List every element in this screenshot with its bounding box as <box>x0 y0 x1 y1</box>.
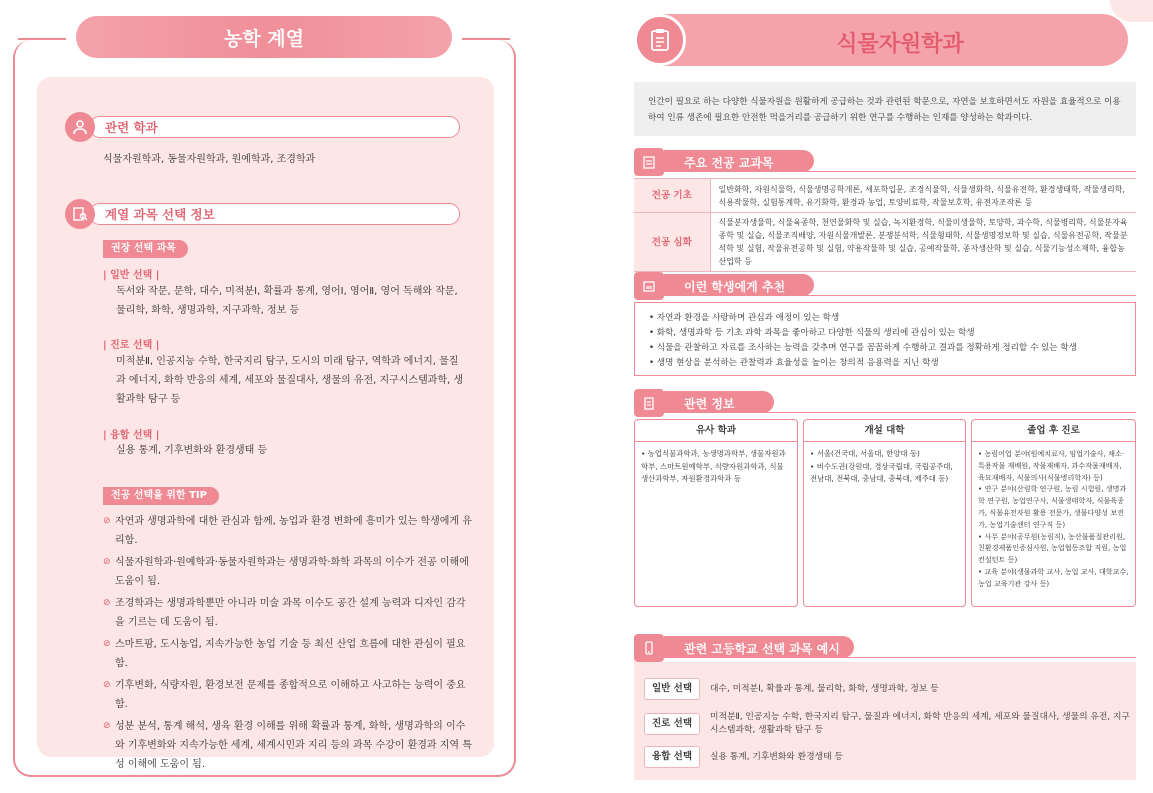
notepad-icon <box>634 148 664 176</box>
book-search-icon <box>65 199 95 229</box>
career-select-label: | 진로 선택 | <box>103 340 160 351</box>
list-item: • 식물을 관찰하고 자료를 조사하는 능력을 갖추며 연구를 꼼꼼하게 수행하고 결과를 정확하게 정리할 수 있는 학생 <box>649 343 1077 353</box>
list-item: • 생명 현상을 분석하는 관찰력과 효율성을 높이는 창의적 응용력을 지닌 학생 <box>649 358 939 368</box>
tip-item: ⊘ 조경학과는 생명과학뿐만 아니라 미술 과목 이수도 공간 설계 능력과 디자인 감각을 기르는 데 도움이 됨. <box>103 598 466 628</box>
universities-column: 개설 대학 • 서울(건국대, 서울대, 한양대 등) • 비수도권(강원대, 경상국립대, 국립공주대, 전남대, 전북대, 충남대, 충북대, 제주대 등) <box>803 419 966 607</box>
major-table <box>634 178 1136 272</box>
course-info-heading: 계열 과목 선택 정보 <box>65 201 460 227</box>
tip-item: ⊘ 자연과 생명과학에 대한 관심과 함께, 농업과 환경 변화에 흥미가 있는 학생에게 유리함. <box>103 516 472 546</box>
tip-item: ⊘ 스마트팜, 도시농업, 지속가능한 농업 기술 등 최신 산업 흐름에 대한 관심이 필요함. <box>103 639 466 669</box>
fusion-select-label: | 융합 선택 | <box>103 430 160 441</box>
career-select-text: 미적분Ⅱ, 인공지능 수학, 한국지리 탐구, 도시의 미래 탐구, 역학과 에너지, 물질과 에너지, 화학 반응의 세계, 세포와 물질대사, 생물의 유전, 지구시스템과학, 생활과학 탐구 등 <box>116 356 464 405</box>
recommend-list <box>634 302 1136 376</box>
recommended-tag: 권장 선택 과목 <box>103 240 188 258</box>
person-icon <box>65 112 95 142</box>
hs-subjects-panel <box>634 662 1136 780</box>
box-icon <box>634 272 664 300</box>
similar-dept-column: 유사 학과 • 농업식물과학과, 농생명과학부, 생물자원과학부, 스마트원예학부, 식량자원과학과, 식물 생산과학부, 자원환경과학과 등 <box>634 419 798 607</box>
career-column: 졸업 후 진로 • 농림어업 분야(원예치료사, 임업기술사, 채소·특용작물 재배원, 작물재배자, 과수작물재배자, 육묘재배자, 식물의사(식물병리학자) 등) • 연구 분야(산림학 연구원, 농림 시험원, 생명과학 연구원, 농업연구사, 식물생태학자, 식물육종가, 식물유전자원 활용 전문가, 생물다양성 보전가, 농업기술센터 연구직 등) • 사무 분야(공무원(농림직), 농산물품질관리원, 친환경제품인증심사원, 농업협동조합 직원, 농업 컨설턴트 등) • 교육 분야(생물과학 교사, 농업 교사, 대학교수, 농업 교육기관 강사 등) <box>971 419 1136 607</box>
left-page-title: 농학 계열 <box>76 16 452 58</box>
phone-icon <box>634 634 664 662</box>
tip-list <box>103 512 473 777</box>
general-select-label: | 일반 선택 | <box>103 270 160 281</box>
dept-title: 식물자원학과 <box>836 32 964 57</box>
related-dept-text: 식물자원학과, 동물자원학과, 원예학과, 조경학과 <box>103 154 316 165</box>
dept-intro: 인간이 필요로 하는 다양한 식물자원을 원활하게 공급하는 것과 관련된 학문으로, 자연을 보호하면서도 자원을 효율적으로 이용하여 인류 생존에 필요한 안전한 먹을거리를 공급하기 위한 연구를 수행하는 인재를 양성하는 학과이다. <box>634 82 1136 136</box>
hs-row: 일반 선택 대수, 미적분Ⅰ, 확률과 통계, 물리학, 화학, 생명과학, 정보 등 <box>644 678 1130 700</box>
tip-tag: 전공 선택을 위한 TIP <box>103 487 219 505</box>
recommend-heading: 이런 학생에게 추천 <box>634 274 1136 298</box>
info-heading: 관련 정보 <box>634 391 1136 415</box>
tip-item: ⊘ 기후변화, 식량자원, 환경보전 문제를 종합적으로 이해하고 사고하는 능력이 중요함. <box>103 680 466 710</box>
major-heading: 주요 전공 교과목 <box>634 150 1136 174</box>
clipboard-icon <box>634 14 686 66</box>
general-select-text: 독서와 작문, 문학, 대수, 미적분Ⅰ, 확률과 통계, 영어Ⅰ, 영어Ⅱ, 영어 독해와 작문, 물리학, 화학, 생명과학, 지구과학, 정보 등 <box>116 286 458 316</box>
tip-item: ⊘ 성분 분석, 통계 해석, 생육 환경 이해를 위해 확률과 통계, 화학, 생명과학의 이수와 기후변화와 지속가능한 세계, 세계시민과 지리 등의 과목 수강이 환경과 지역 특성 이해에 도움이 됨. <box>103 721 472 770</box>
related-dept-heading: 관련 학과 <box>65 114 460 140</box>
hs-heading: 관련 고등학교 선택 과목 예시 <box>634 636 1136 660</box>
list-item: • 화학, 생명과학 등 기초 과학 과목을 좋아하고 다양한 식물의 생리에 관심이 있는 학생 <box>649 328 975 338</box>
hs-row: 융합 선택 실용 통계, 기후변화와 환경생태 등 <box>644 746 1130 768</box>
list-item: • 자연과 환경을 사랑하며 관심과 애정이 있는 학생 <box>649 313 840 323</box>
fusion-select-text: 실용 통계, 기후변화와 환경생태 등 <box>116 445 268 456</box>
document-icon <box>634 389 664 417</box>
table-row: 전공 기초 일반화학, 자원식물학, 식물생명공학개론, 세포학입문, 조경식물학, 식물생화학, 식물유전학, 환경생태학, 작물생리학, 식용작물학, 실험통계학, 유기화학, 환경과 농업, 토양비료학, 작물보호학, 유전자조작론 등 <box>634 179 1136 213</box>
table-row: 전공 심화 식물분자생물학, 식물육종학, 천연물화학 및 실습, 녹지환경학, 식물미생물학, 토양학, 과수학, 식물병리학, 식물분자육종학 및 실습, 식물조직배양, 자원식물개발론, 분쟁분석학, 식물형태학, 식물생명정보학 및 실습, 식물유전공학, 작물분석학 및 실험, 작물유전공학 및 실험, 약용작물학 및 실습, 공예작물학, 종자생산학 및 실습, 식물기능성소재학, 융합농산업학 등 <box>634 213 1136 272</box>
hs-row: 진로 선택 미적분Ⅱ, 인공지능 수학, 한국지리 탐구, 물질과 에너지, 화학 반응의 세계, 세포와 물질대사, 생물의 유전, 지구시스템과학, 생활과학 탐구 등 <box>644 711 1130 737</box>
tip-item: ⊘ 식물자원학과·원예학과·동물자원학과는 생명과학·화학 과목의 이수가 전공 이해에 도움이 됨. <box>103 557 469 587</box>
